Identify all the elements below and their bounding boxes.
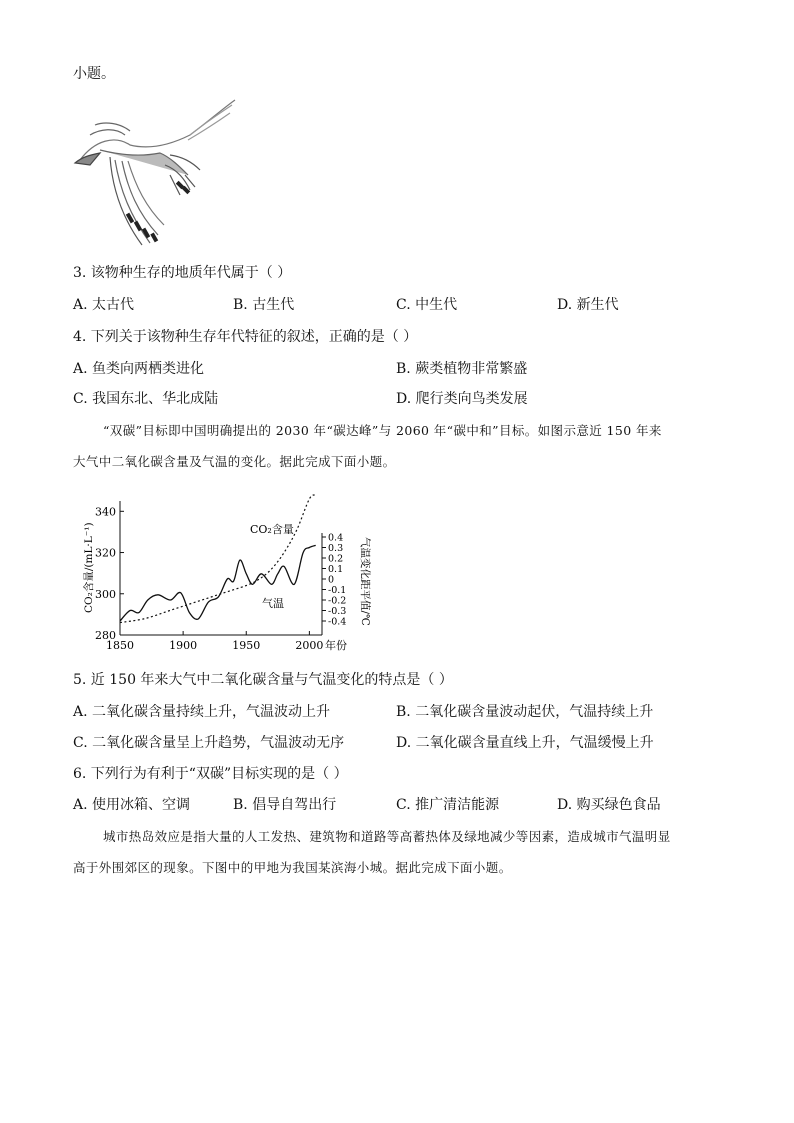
- q6-option-b[interactable]: B. 倡导自驾出行: [233, 797, 337, 813]
- right-tick-label: 0: [328, 574, 335, 586]
- left-tick-label: 280: [95, 629, 116, 642]
- q4-option-b[interactable]: B. 蕨类植物非常繁盛: [396, 361, 528, 377]
- q4-option-a[interactable]: A. 鱼类向两栖类进化: [73, 361, 205, 377]
- right-tick-label: 0.1: [328, 564, 344, 575]
- q3-option-c[interactable]: C. 中生代: [396, 297, 458, 313]
- passage-2-line-1: “双碳”目标即中国明确提出的 2030 年“碳达峰”与 2060 年“碳中和”目标。如图示意近 150 年来: [103, 423, 662, 438]
- q3-option-a[interactable]: A. 太古代: [73, 297, 135, 313]
- passage-2-line-2: 大气中二氧化碳含量及气温的变化。据此完成下面小题。: [73, 454, 396, 469]
- question-4-stem: 4. 下列关于该物种生存年代特征的叙述，正确的是（ ）: [73, 329, 418, 345]
- intro-tail: 小题。: [73, 66, 115, 82]
- x-tick-label: 2000: [295, 639, 324, 652]
- question-5-stem: 5. 近 150 年来大气中二氧化碳含量与气温变化的特点是（ ）: [73, 672, 453, 688]
- right-tick-label: -0.3: [328, 606, 347, 617]
- q3-option-d[interactable]: D. 新生代: [557, 297, 619, 313]
- left-tick-label: 320: [95, 546, 116, 560]
- right-tick-label: -0.2: [328, 595, 347, 607]
- x-tick-label: 1850: [106, 639, 134, 652]
- fossil-bird-illustration: [70, 95, 240, 255]
- question-3-stem: 3. 该物种生存的地质年代属于（ ）: [73, 265, 292, 281]
- left-axis-label: CO₂含量/(mL·L⁻¹): [83, 522, 95, 613]
- q5-option-b[interactable]: B. 二氧化碳含量波动起伏，气温持续上升: [396, 704, 654, 720]
- q3-option-b[interactable]: B. 古生代: [233, 297, 295, 313]
- q5-option-d[interactable]: D. 二氧化碳含量直线上升，气温缓慢上升: [396, 735, 654, 751]
- right-tick-label: -0.4: [328, 616, 347, 628]
- q4-option-c[interactable]: C. 我国东北、华北成陆: [73, 391, 219, 407]
- passage-3-line-1: 城市热岛效应是指大量的人工发热、建筑物和道路等高蓄热体及绿地减少等因素，造成城市气温明显: [103, 829, 671, 844]
- right-tick-label: -0.1: [328, 585, 347, 596]
- co2-temperature-chart: [72, 493, 382, 658]
- right-tick-label: 0.4: [328, 532, 344, 544]
- co2-series-label: CO₂含量: [250, 523, 294, 536]
- question-6-stem: 6. 下列行为有利于“双碳”目标实现的是（ ）: [73, 766, 348, 782]
- q6-option-c[interactable]: C. 推广清洁能源: [396, 797, 500, 813]
- passage-3-line-2: 高于外围郊区的现象。下图中的甲地为我国某滨海小城。据此完成下面小题。: [73, 860, 512, 875]
- temperature-series-line: [120, 545, 316, 621]
- right-tick-label: 0.3: [328, 543, 344, 554]
- x-axis-label: 年份: [325, 639, 347, 652]
- right-axis-label: 气温变化距平值/℃: [359, 537, 371, 626]
- right-tick-label: 0.2: [328, 553, 344, 565]
- left-tick-label: 340: [95, 505, 116, 519]
- x-tick-label: 1900: [169, 639, 198, 652]
- q6-option-a[interactable]: A. 使用冰箱、空调: [73, 797, 191, 813]
- q4-option-d[interactable]: D. 爬行类向鸟类发展: [396, 391, 528, 407]
- q5-option-c[interactable]: C. 二氧化碳含量呈上升趋势，气温波动无序: [73, 735, 345, 751]
- q6-option-d[interactable]: D. 购买绿色食品: [557, 797, 661, 813]
- x-tick-label: 1950: [232, 639, 261, 652]
- q5-option-a[interactable]: A. 二氧化碳含量持续上升，气温波动上升: [73, 704, 331, 720]
- temperature-series-label: 气温: [262, 597, 284, 610]
- left-tick-label: 300: [95, 587, 116, 601]
- co2-series-line: [120, 495, 316, 623]
